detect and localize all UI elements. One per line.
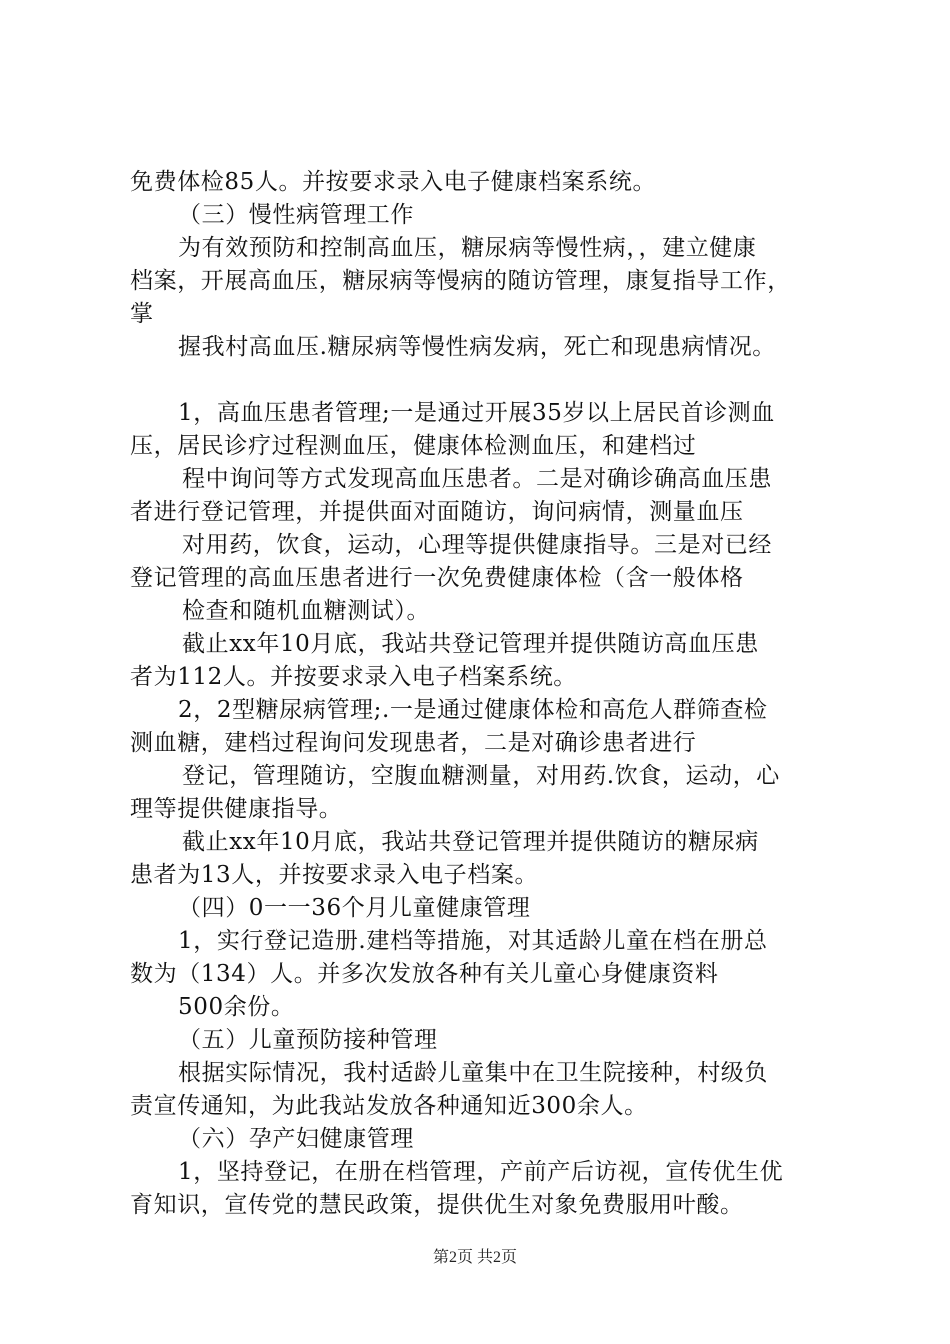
document-body [130, 166, 840, 1222]
paragraph-line: 截止xx年10月底，我站共登记管理并提供随访高血压患 [182, 631, 759, 657]
page-number-footer: 第2页 共2页 [432, 1249, 517, 1266]
paragraph-line: 登记，管理随访，空腹血糖测量，对用药.饮食，运动，心 [182, 763, 780, 789]
paragraph-line: 育知识，宣传党的慧民政策，提供优生对象免费服用叶酸。 [130, 1192, 744, 1218]
paragraph-line: 理等提供健康指导。 [130, 796, 343, 822]
paragraph-line: 500余份。 [178, 994, 295, 1020]
paragraph-line: 截止xx年10月底，我站共登记管理并提供随访的糖尿病 [182, 829, 759, 855]
paragraph-line: 者为112人。并按要求录入电子档案系统。 [130, 664, 577, 690]
paragraph-line: 压，居民诊疗过程测血压，健康体检测血压，和建档过 [130, 433, 697, 459]
paragraph-line: 1，坚持登记，在册在档管理，产前产后访视，宣传优生优 [178, 1159, 784, 1185]
paragraph-line: 握我村高血压.糖尿病等慢性病发病，死亡和现患病情况。 [178, 334, 776, 360]
paragraph-line: 档案，开展高血压，糖尿病等慢病的随访管理，康复指导工作， [130, 268, 791, 294]
paragraph-line: 程中询问等方式发现高血压患者。二是对确诊确高血压患 [182, 466, 772, 492]
blank-line [130, 364, 840, 397]
paragraph-line: 为有效预防和控制高血压，糖尿病等慢性病，，建立健康 [178, 235, 757, 261]
section-heading-vaccination: （五）儿童预防接种管理 [178, 1027, 438, 1053]
paragraph-line: 检查和随机血糖测试）。 [182, 598, 431, 624]
paragraph-line: 对用药，饮食，运动，心理等提供健康指导。三是对已经 [182, 532, 772, 558]
paragraph-line: 1，高血压患者管理;一是通过开展35岁以上居民首诊测血 [178, 400, 775, 426]
paragraph-line: 根据实际情况，我村适龄儿童集中在卫生院接种，村级负 [178, 1060, 768, 1086]
paragraph-line: 登记管理的高血压患者进行一次免费健康体检（含一般体格 [130, 565, 744, 591]
paragraph-line: 掌 [130, 301, 154, 327]
section-heading-maternal-health: （六）孕产妇健康管理 [178, 1126, 414, 1152]
paragraph-line: 免费体检85人。并按要求录入电子健康档案系统。 [130, 169, 657, 195]
paragraph-line: 2，2型糖尿病管理;.一是通过健康体检和高危人群筛查检 [178, 697, 768, 723]
section-heading-chronic-disease: （三）慢性病管理工作 [178, 202, 414, 228]
paragraph-line: 者进行登记管理，并提供面对面随访，询问病情，测量血压 [130, 499, 744, 525]
paragraph-line: 测血糖，建档过程询问发现患者，二是对确诊患者进行 [130, 730, 697, 756]
paragraph-line: 责宣传通知，为此我站发放各种通知近300余人。 [130, 1093, 648, 1119]
paragraph-line: 1，实行登记造册.建档等措施，对其适龄儿童在档在册总 [178, 928, 768, 954]
paragraph-line: 患者为13人，并按要求录入电子档案。 [130, 862, 539, 888]
paragraph-line: 数为（134）人。并多次发放各种有关儿童心身健康资料 [130, 961, 719, 987]
section-heading-child-health: （四）0一一36个月儿童健康管理 [178, 895, 531, 921]
